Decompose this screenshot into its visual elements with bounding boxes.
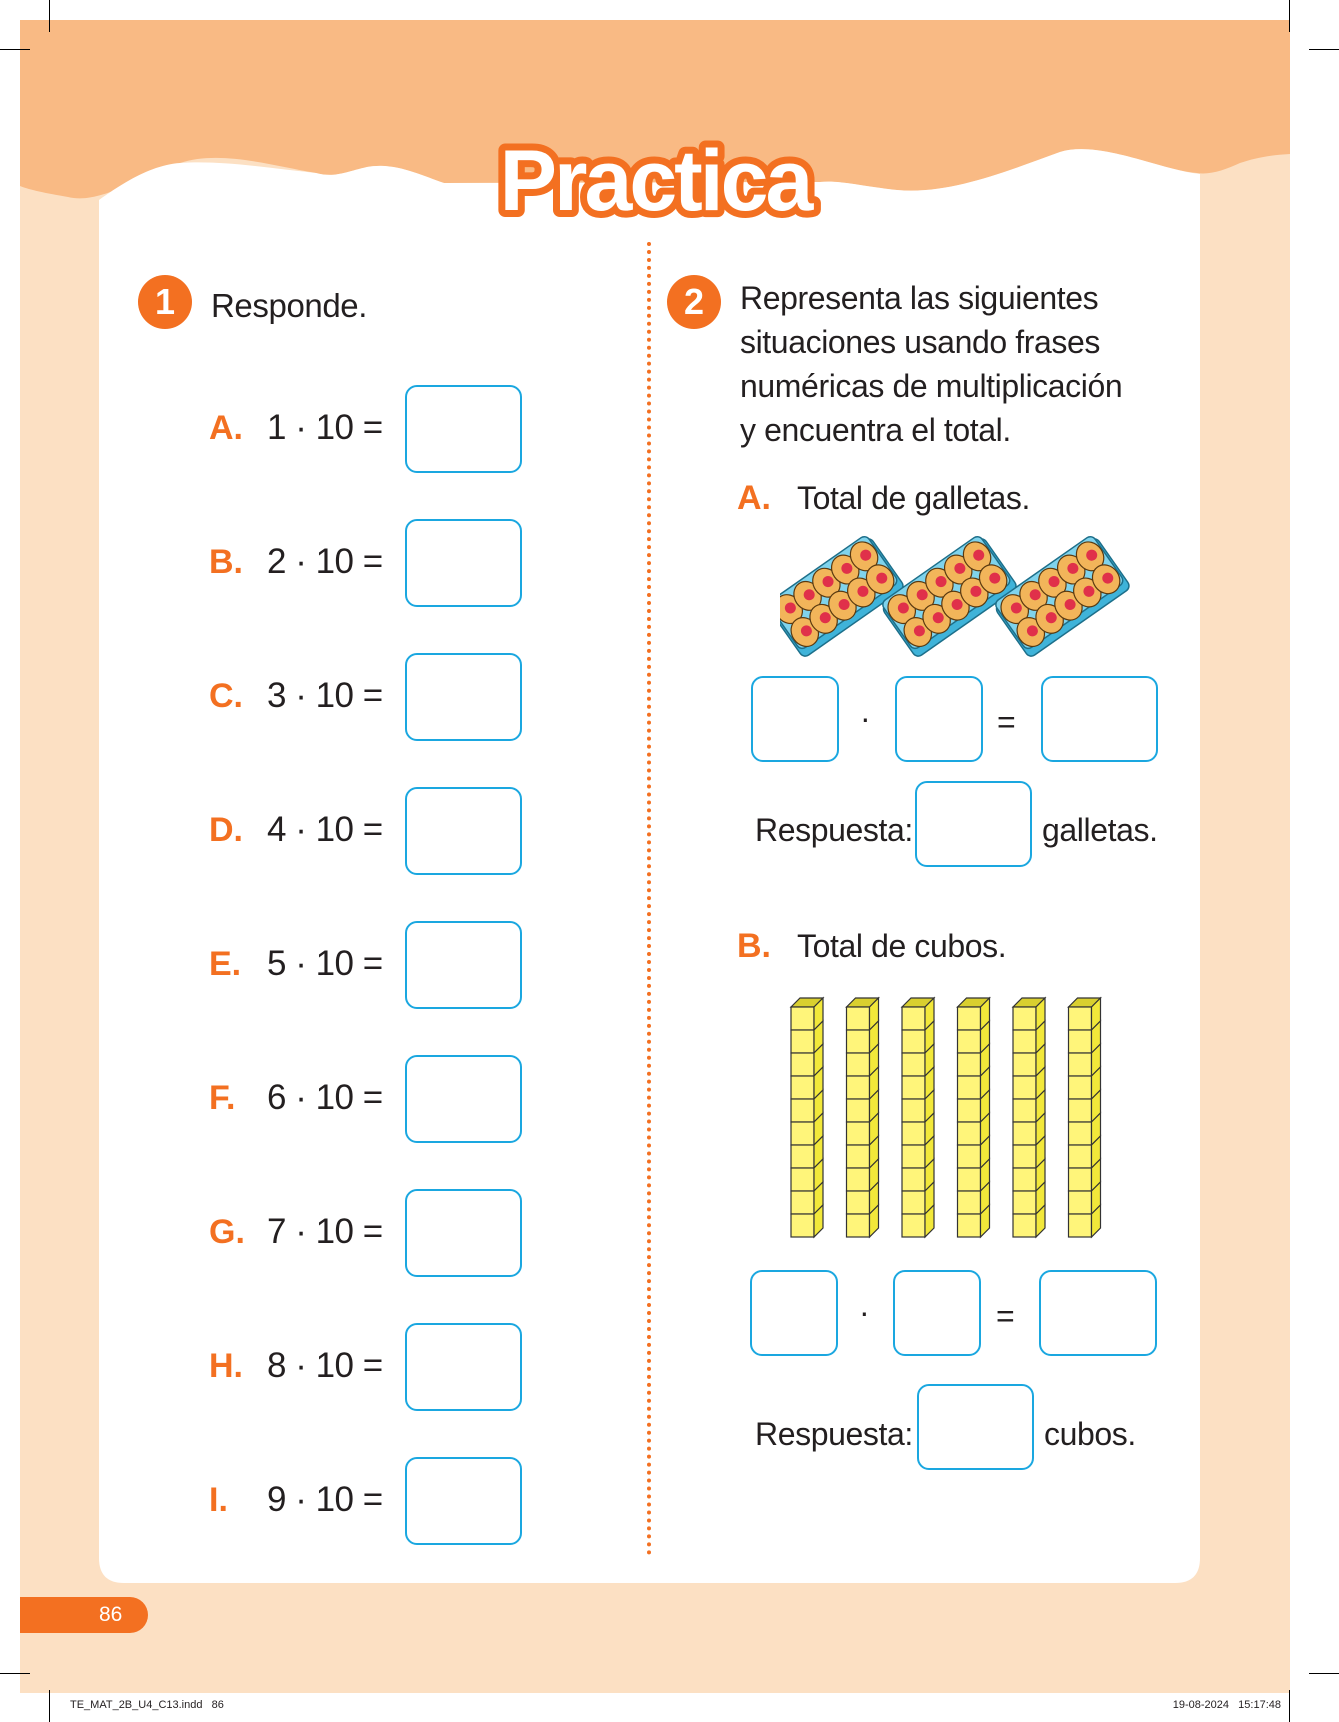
- item-label: B.: [209, 543, 243, 581]
- instruction-line: numéricas de multiplicación: [740, 368, 1123, 404]
- cube-tower: [1069, 998, 1101, 1237]
- footer-filename: TE_MAT_2B_U4_C13.indd 86: [70, 1699, 224, 1711]
- part-a-answer-label: Respuesta:: [755, 812, 913, 848]
- item-expression: 6 · 10 =: [267, 1078, 383, 1117]
- crop-mark: [1289, 0, 1290, 32]
- item-expression: 3 · 10 =: [267, 676, 383, 715]
- part-a-label: A.: [737, 479, 771, 517]
- part-a-title: Total de galletas.: [797, 480, 1030, 516]
- cube-tower: [847, 998, 879, 1237]
- part-b-unit: cubos.: [1044, 1416, 1136, 1452]
- item-answer-box[interactable]: [405, 1323, 522, 1411]
- item-answer-box[interactable]: [405, 653, 522, 741]
- item-answer-box[interactable]: [405, 519, 522, 607]
- part-b-equals: =: [996, 1298, 1015, 1334]
- item-label: A.: [209, 409, 243, 447]
- part-b-product-box[interactable]: [1039, 1270, 1157, 1356]
- item-label: E.: [209, 945, 242, 983]
- instruction-line: situaciones usando frases: [740, 324, 1101, 360]
- part-b-answer-box[interactable]: [917, 1384, 1034, 1470]
- part-b-title: Total de cubos.: [797, 928, 1007, 964]
- item-answer-box[interactable]: [405, 1189, 522, 1277]
- cookie-tray: [780, 533, 905, 658]
- cube-towers-illustration: [780, 990, 1120, 1250]
- item-expression: 2 · 10 =: [267, 542, 383, 581]
- footer-timestamp: 19-08-2024 15:17:48: [1172, 1699, 1281, 1711]
- item-label: H.: [209, 1347, 243, 1385]
- page-number-tab: [20, 1597, 148, 1633]
- part-a-factor-2-box[interactable]: [895, 676, 983, 762]
- crop-mark: [0, 49, 30, 50]
- part-b-answer-label: Respuesta:: [755, 1416, 913, 1452]
- part-a-dot: ·: [860, 700, 871, 736]
- cookie-tray: [879, 533, 1018, 658]
- item-expression: 8 · 10 =: [267, 1346, 383, 1385]
- part-b-factor-2-box[interactable]: [893, 1270, 981, 1356]
- column-divider: [647, 242, 651, 1556]
- item-label: D.: [209, 811, 243, 849]
- item-expression: 5 · 10 =: [267, 944, 383, 983]
- item-answer-box[interactable]: [405, 921, 522, 1009]
- page-number: 86: [99, 1603, 123, 1626]
- part-a-equals: =: [997, 704, 1016, 740]
- item-label: C.: [209, 677, 243, 715]
- part-b-dot: ·: [859, 1294, 870, 1330]
- page-title: [460, 120, 860, 230]
- part-a-answer-box[interactable]: [915, 781, 1032, 867]
- item-expression: 4 · 10 =: [267, 810, 383, 849]
- item-expression: 1 · 10 =: [267, 408, 383, 447]
- item-expression: 9 · 10 =: [267, 1480, 383, 1519]
- item-label: G.: [209, 1213, 245, 1251]
- item-expression: 7 · 10 =: [267, 1212, 383, 1251]
- item-answer-box[interactable]: [405, 787, 522, 875]
- crop-mark: [1289, 1690, 1290, 1722]
- part-a-product-box[interactable]: [1041, 676, 1158, 762]
- cube-tower: [902, 998, 934, 1237]
- item-answer-box[interactable]: [405, 1457, 522, 1545]
- crop-mark: [49, 0, 50, 32]
- part-b-factor-1-box[interactable]: [750, 1270, 838, 1356]
- item-answer-box[interactable]: [405, 1055, 522, 1143]
- item-answer-box[interactable]: [405, 385, 522, 473]
- item-label: I.: [209, 1481, 228, 1519]
- crop-mark: [49, 1690, 50, 1722]
- exercise-1-instruction: Responde.: [211, 287, 368, 324]
- cube-tower: [958, 998, 990, 1237]
- crop-mark: [0, 1673, 30, 1674]
- exercise-1-number: 1: [138, 275, 192, 329]
- crop-mark: [1309, 1673, 1339, 1674]
- instruction-line: Representa las siguientes: [740, 280, 1099, 316]
- exercise-2-number: 2: [667, 275, 721, 329]
- instruction-line: y encuentra el total.: [740, 412, 1011, 448]
- part-a-factor-1-box[interactable]: [751, 676, 839, 762]
- part-a-unit: galletas.: [1042, 812, 1158, 848]
- cookie-trays-illustration: [780, 530, 1130, 660]
- svg-text:Practica: Practica: [499, 133, 811, 229]
- cube-tower: [791, 998, 823, 1237]
- crop-mark: [1309, 49, 1339, 50]
- item-label: F.: [209, 1079, 236, 1117]
- cube-tower: [1013, 998, 1045, 1237]
- part-b-label: B.: [737, 927, 771, 965]
- cookie-tray: [992, 533, 1130, 658]
